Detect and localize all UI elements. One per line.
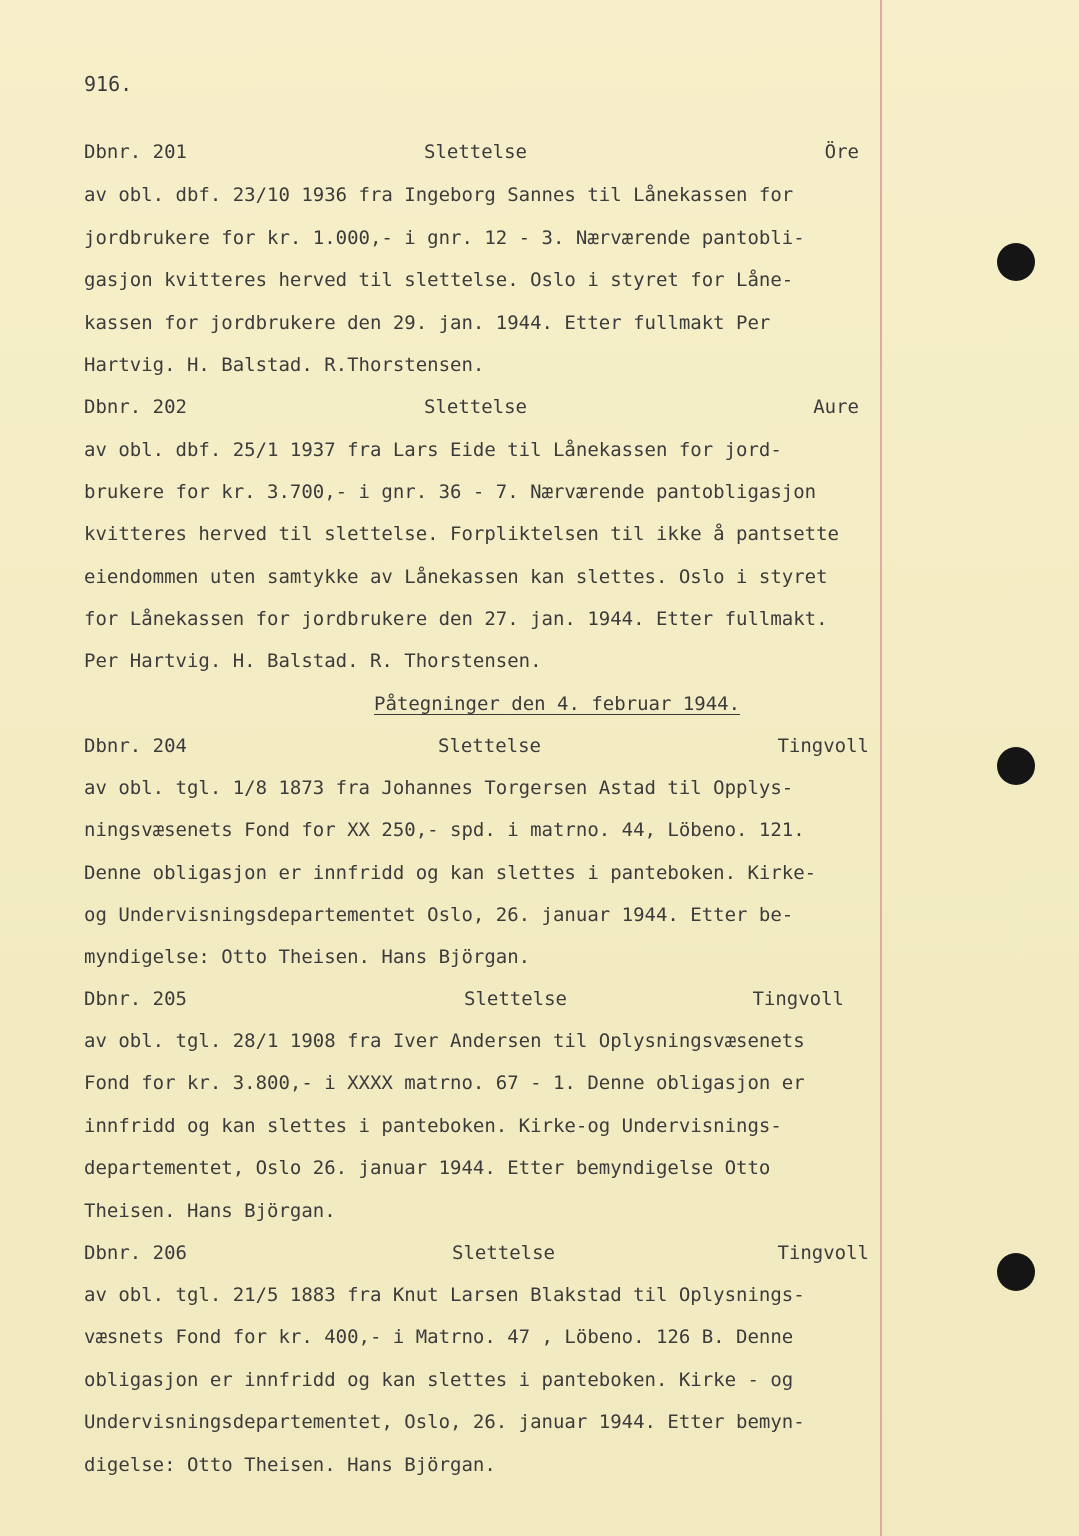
text-line: av obl. dbf. 23/10 1936 fra Ingeborg Sannes til Lånekassen for bbox=[84, 184, 794, 206]
text-line: eiendommen uten samtykke av Lånekassen kan slettes. Oslo i styret bbox=[84, 566, 828, 588]
entry-place: Tingvoll bbox=[777, 1242, 869, 1264]
entry-dbnr: Dbnr. 204 bbox=[84, 735, 187, 757]
text-line: Per Hartvig. H. Balstad. R. Thorstensen. bbox=[84, 650, 542, 672]
entry-dbnr: Dbnr. 202 bbox=[84, 396, 187, 418]
text-line: for Lånekassen for jordbrukere den 27. jan. 1944. Etter fullmakt. bbox=[84, 608, 828, 630]
text-line: av obl. tgl. 1/8 1873 fra Johannes Torgersen Astad til Opplys- bbox=[84, 777, 794, 799]
entry-type: Slettelse bbox=[424, 396, 527, 418]
entry-dbnr: Dbnr. 205 bbox=[84, 988, 187, 1010]
text-line: jordbrukere for kr. 1.000,- i gnr. 12 - 3. Nærværende pantobli- bbox=[84, 227, 805, 249]
text-line: kvitteres herved til slettelse. Forpliktelsen til ikke å pantsette bbox=[84, 523, 839, 545]
margin-rule bbox=[880, 0, 882, 1536]
text-line: Undervisningsdepartementet, Oslo, 26. januar 1944. Etter bemyn- bbox=[84, 1411, 805, 1433]
punch-hole-bottom bbox=[997, 1253, 1035, 1291]
text-line: væsnets Fond for kr. 400,- i Matrno. 47 , Löbeno. 126 B. Denne bbox=[84, 1326, 794, 1348]
text-line: gasjon kvitteres herved til slettelse. Oslo i styret for Låne- bbox=[84, 269, 794, 291]
text-line: Theisen. Hans Björgan. bbox=[84, 1200, 336, 1222]
text-line: av obl. dbf. 25/1 1937 fra Lars Eide til Lånekassen for jord- bbox=[84, 439, 782, 461]
text-line: Denne obligasjon er innfridd og kan slettes i panteboken. Kirke- bbox=[84, 862, 817, 884]
entry-place: Tingvoll bbox=[777, 735, 869, 757]
entry-dbnr: Dbnr. 206 bbox=[84, 1242, 187, 1264]
text-line: av obl. tgl. 28/1 1908 fra Iver Andersen til Oplysningsvæsenets bbox=[84, 1030, 805, 1052]
punch-hole-top bbox=[997, 243, 1035, 281]
entry-type: Slettelse bbox=[424, 141, 527, 163]
text-line: departementet, Oslo 26. januar 1944. Etter bemyndigelse Otto bbox=[84, 1157, 771, 1179]
entry-place: Aure bbox=[813, 396, 859, 418]
entry-type: Slettelse bbox=[464, 988, 567, 1010]
text-line: digelse: Otto Theisen. Hans Björgan. bbox=[84, 1454, 496, 1476]
text-line: obligasjon er innfridd og kan slettes i panteboken. Kirke - og bbox=[84, 1369, 794, 1391]
punch-hole-middle bbox=[997, 747, 1035, 785]
date-heading: Påtegninger den 4. februar 1944. bbox=[374, 693, 741, 715]
text-line: Fond for kr. 3.800,- i XXXX matrno. 67 - 1. Denne obligasjon er bbox=[84, 1072, 805, 1094]
text-line: og Undervisningsdepartementet Oslo, 26. januar 1944. Etter be- bbox=[84, 904, 794, 926]
text-line: av obl. tgl. 21/5 1883 fra Knut Larsen Blakstad til Oplysnings- bbox=[84, 1284, 805, 1306]
text-line: innfridd og kan slettes i panteboken. Kirke-og Undervisnings- bbox=[84, 1115, 782, 1137]
entry-type: Slettelse bbox=[452, 1242, 555, 1264]
entry-type: Slettelse bbox=[438, 735, 541, 757]
entry-place: Tingvoll bbox=[752, 988, 844, 1010]
entry-place: Öre bbox=[824, 141, 859, 163]
text-line: ningsvæsenets Fond for XX 250,- spd. i matrno. 44, Löbeno. 121. bbox=[84, 819, 805, 841]
text-line: brukere for kr. 3.700,- i gnr. 36 - 7. Nærværende pantobligasjon bbox=[84, 481, 817, 503]
entry-dbnr: Dbnr. 201 bbox=[84, 141, 187, 163]
text-line: kassen for jordbrukere den 29. jan. 1944. Etter fullmakt Per bbox=[84, 312, 771, 334]
page-number: 916. bbox=[84, 72, 133, 96]
text-line: Hartvig. H. Balstad. R.Thorstensen. bbox=[84, 354, 485, 376]
text-line: myndigelse: Otto Theisen. Hans Björgan. bbox=[84, 946, 531, 968]
